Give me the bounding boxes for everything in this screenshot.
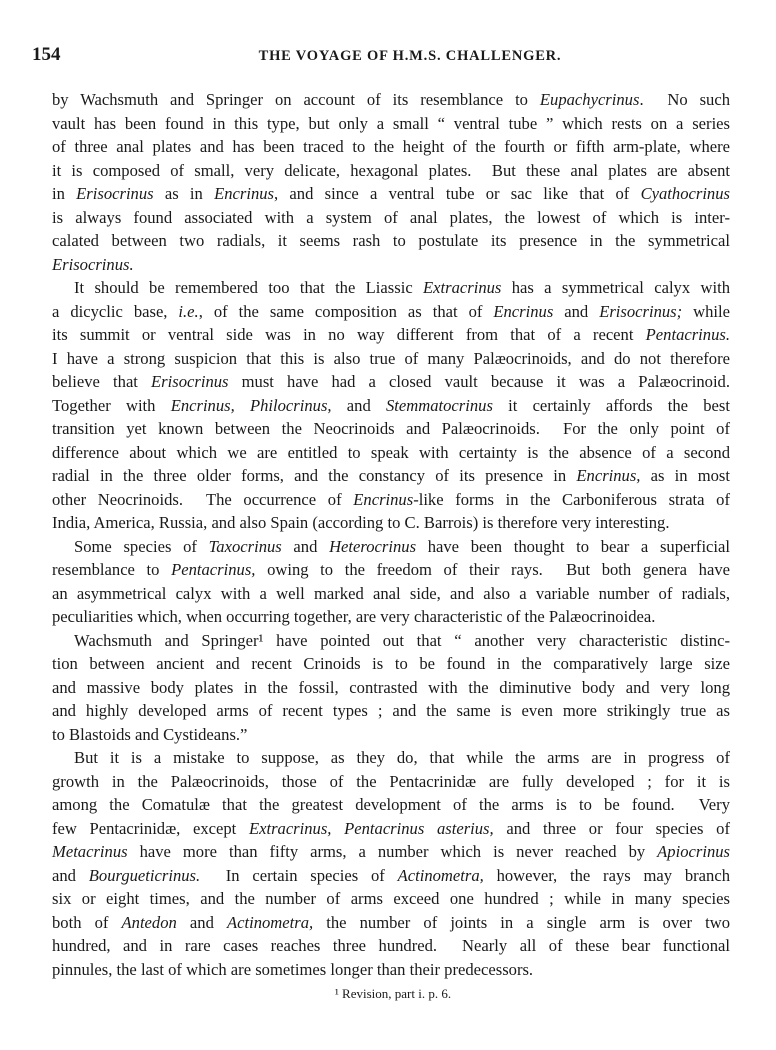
text-run: , and since a ventral tube or sac like that of bbox=[274, 184, 641, 203]
text-line bbox=[52, 535, 730, 559]
italic-taxon: Stemmatocrinus bbox=[385, 395, 493, 415]
text-run: But it is a mistake to suppose, as they do, that while the arms are in progress of bbox=[74, 748, 730, 767]
text-run: must have had a closed vault because it was a Palæocrinoid. bbox=[228, 372, 730, 391]
italic-taxon: Encrinus bbox=[214, 184, 275, 203]
text-run: and bbox=[176, 912, 227, 932]
text-run: hundred, and in rare cases reaches three hundred. Nearly all of these bear functional bbox=[52, 936, 730, 955]
italic-taxon: Metacrinus bbox=[52, 842, 128, 861]
text-run: and highly developed arms of recent types ; and the same is even more strikingly true as bbox=[52, 701, 730, 720]
italic-taxon: Encrinus bbox=[493, 301, 554, 321]
text-run: by Wachsmuth and Springer on account of its resemblance to bbox=[52, 90, 540, 109]
italic-taxon: Extracrinus bbox=[423, 278, 502, 297]
text-line bbox=[52, 88, 730, 112]
text-run: resemblance to bbox=[52, 560, 172, 579]
text-line bbox=[52, 958, 730, 982]
text-line bbox=[52, 746, 730, 770]
text-run: and bbox=[553, 301, 600, 321]
text-line bbox=[52, 911, 730, 935]
text-line bbox=[52, 347, 730, 371]
italic-taxon: Eupachycrinus bbox=[539, 90, 640, 109]
text-run: calated between two radials, it seems rash to postulate its presence in the symmetrical bbox=[52, 231, 730, 250]
text-run: while bbox=[682, 301, 730, 321]
italic-taxon: Erisocrinus; bbox=[599, 301, 683, 321]
text-line bbox=[52, 464, 730, 488]
text-line bbox=[52, 441, 730, 465]
body-text bbox=[52, 88, 730, 981]
text-run: growth in the Palæocrinoids, those of the Pentacrinidæ are fully developed ; for it is bbox=[52, 771, 730, 791]
text-run: it certainly affords the best bbox=[492, 395, 730, 415]
text-line bbox=[52, 652, 730, 676]
text-run: owing to the freedom of their rays. But both genera have bbox=[255, 560, 730, 579]
paragraph bbox=[52, 276, 730, 535]
text-line bbox=[52, 558, 730, 582]
text-line bbox=[52, 394, 730, 418]
italic-taxon: Encrinus, bbox=[576, 466, 641, 485]
text-run: is always found associated with a system of anal plates, the lowest of which is inter- bbox=[52, 207, 730, 227]
text-run: -like forms in the Carboniferous strata of bbox=[413, 489, 730, 509]
text-run: as in most bbox=[640, 466, 730, 485]
text-line bbox=[52, 582, 730, 606]
text-line bbox=[52, 864, 730, 888]
running-title: THE VOYAGE OF H.M.S. CHALLENGER. bbox=[258, 48, 562, 64]
italic-taxon: Erisocrinus bbox=[76, 184, 154, 203]
text-run: an asymmetrical calyx with a well marked anal side, and also a variable number of radials, bbox=[52, 583, 730, 603]
italic-taxon: Taxocrinus bbox=[208, 536, 282, 556]
text-run: difference about which we are entitled to speak with certainty is the absence of a second bbox=[52, 442, 730, 462]
text-line bbox=[52, 276, 730, 300]
text-run: and bbox=[281, 536, 330, 556]
text-run: In certain species of bbox=[200, 865, 398, 885]
text-line bbox=[52, 135, 730, 159]
text-line bbox=[52, 605, 730, 629]
text-run: and bbox=[331, 395, 386, 415]
italic-taxon: Erisocrinus bbox=[151, 372, 229, 391]
italic-taxon: Antedon bbox=[121, 912, 177, 932]
text-run: of three anal plates and has been traced to the height of the fourth or fifth arm-plate, where bbox=[52, 137, 730, 156]
text-run: tion between ancient and recent Crinoids is to be found in the comparatively large size bbox=[52, 654, 730, 673]
text-run: vault has been found in this type, but only a small “ ventral tube ” which rests on a series bbox=[52, 113, 730, 133]
text-run: transition yet known between the Neocrinoids and Palæocrinoids. For the only point of bbox=[52, 419, 730, 438]
text-line bbox=[52, 206, 730, 230]
text-run: few Pentacrinidæ, except bbox=[52, 818, 249, 838]
text-run: Together with bbox=[52, 395, 171, 415]
text-line bbox=[52, 159, 730, 183]
paragraph bbox=[52, 535, 730, 629]
italic-taxon: Actinometra, bbox=[397, 865, 484, 885]
text-run: as in bbox=[153, 184, 215, 203]
text-line bbox=[52, 887, 730, 911]
text-run: has a symmetrical calyx with bbox=[501, 278, 730, 297]
text-line bbox=[52, 488, 730, 512]
italic-taxon: Cyathocrinus bbox=[640, 184, 730, 203]
text-run: have been thought to bear a superficial bbox=[416, 536, 731, 556]
text-run: in bbox=[52, 184, 77, 203]
text-run: Some species of bbox=[74, 536, 209, 556]
text-run: India, America, Russia, and also Spain (according to C. Barrois) is therefore very interesting. bbox=[52, 513, 670, 532]
text-line bbox=[52, 182, 730, 206]
italic-taxon: Pentacrinus, bbox=[171, 560, 256, 579]
text-run: have more than fifty arms, a number which is never reached by bbox=[127, 842, 658, 861]
text-run: however, the rays may branch bbox=[483, 865, 731, 885]
text-run: radial in the three older forms, and the constancy of its presence in bbox=[52, 466, 577, 485]
text-run: it is composed of small, very delicate, hexagonal plates. But these anal plates are absent bbox=[52, 160, 730, 180]
text-line bbox=[52, 300, 730, 324]
text-run: believe that bbox=[52, 372, 152, 391]
text-run: six or eight times, and the number of arms exceed one hundred ; while in many species bbox=[52, 889, 730, 908]
paragraph bbox=[52, 88, 730, 276]
text-run: among the Comatulæ that the greatest development of the arms is to be found. Very bbox=[52, 795, 730, 814]
footnote: ¹ Revision, part i. p. 6. bbox=[334, 986, 452, 1001]
italic-taxon: Pentacrinus. bbox=[645, 325, 730, 344]
text-line bbox=[52, 253, 730, 277]
text-line bbox=[52, 770, 730, 794]
italic-taxon: Heterocrinus bbox=[329, 536, 417, 556]
paragraph bbox=[52, 746, 730, 981]
text-run: I have a strong suspicion that this is also true of many Palæocrinoids, and do not therefore bbox=[52, 348, 730, 368]
text-run: . No such bbox=[639, 90, 730, 109]
text-line bbox=[52, 229, 730, 253]
text-line bbox=[52, 417, 730, 441]
text-line bbox=[52, 934, 730, 958]
italic-taxon: Encrinus, Philocrinus, bbox=[170, 395, 332, 415]
italic-taxon: Apiocrinus bbox=[657, 842, 730, 861]
text-line bbox=[52, 676, 730, 700]
paragraph bbox=[52, 629, 730, 747]
text-run: its summit or ventral side was in no way different from that of a recent bbox=[52, 325, 646, 344]
text-run: other Neocrinoids. The occurrence of bbox=[52, 489, 354, 509]
text-line bbox=[52, 370, 730, 394]
italic-taxon: Bourgueticrinus. bbox=[88, 865, 201, 885]
page-number: 154 bbox=[32, 44, 61, 65]
text-run: to Blastoids and Cystideans.” bbox=[52, 724, 248, 744]
text-line bbox=[52, 511, 730, 535]
text-run: It should be remembered too that the Liassic bbox=[74, 278, 424, 297]
italic-taxon: i.e. bbox=[178, 301, 199, 321]
text-run: and three or four species of bbox=[493, 818, 730, 838]
text-line bbox=[52, 723, 730, 747]
text-line bbox=[52, 629, 730, 653]
italic-taxon: Erisocrinus. bbox=[52, 254, 134, 274]
text-line bbox=[52, 323, 730, 347]
text-run: peculiarities which, when occurring together, are very characteristic of the Palæocrinoidea. bbox=[52, 607, 656, 626]
text-line bbox=[52, 840, 730, 864]
italic-taxon: Actinometra, bbox=[226, 912, 314, 932]
text-run: Wachsmuth and Springer¹ have pointed out that “ another very characteristic distinc- bbox=[74, 630, 730, 650]
italic-taxon: Encrinus bbox=[353, 489, 414, 509]
text-run: both of bbox=[52, 912, 122, 932]
text-run: the number of joints in a single arm is over two bbox=[313, 912, 731, 932]
text-line bbox=[52, 793, 730, 817]
text-run: a dicyclic base, bbox=[52, 301, 179, 321]
text-run: and massive body plates in the fossil, contrasted with the diminutive body and very long bbox=[52, 677, 730, 697]
text-run: pinnules, the last of which are sometimes longer than their predecessors. bbox=[52, 959, 534, 979]
text-line bbox=[52, 112, 730, 136]
text-line bbox=[52, 817, 730, 841]
text-line bbox=[52, 699, 730, 723]
text-run: and bbox=[52, 865, 89, 885]
italic-taxon: Extracrinus, Pentacrinus asterius, bbox=[248, 818, 494, 838]
text-run: , of the same composition as that of bbox=[198, 301, 494, 321]
